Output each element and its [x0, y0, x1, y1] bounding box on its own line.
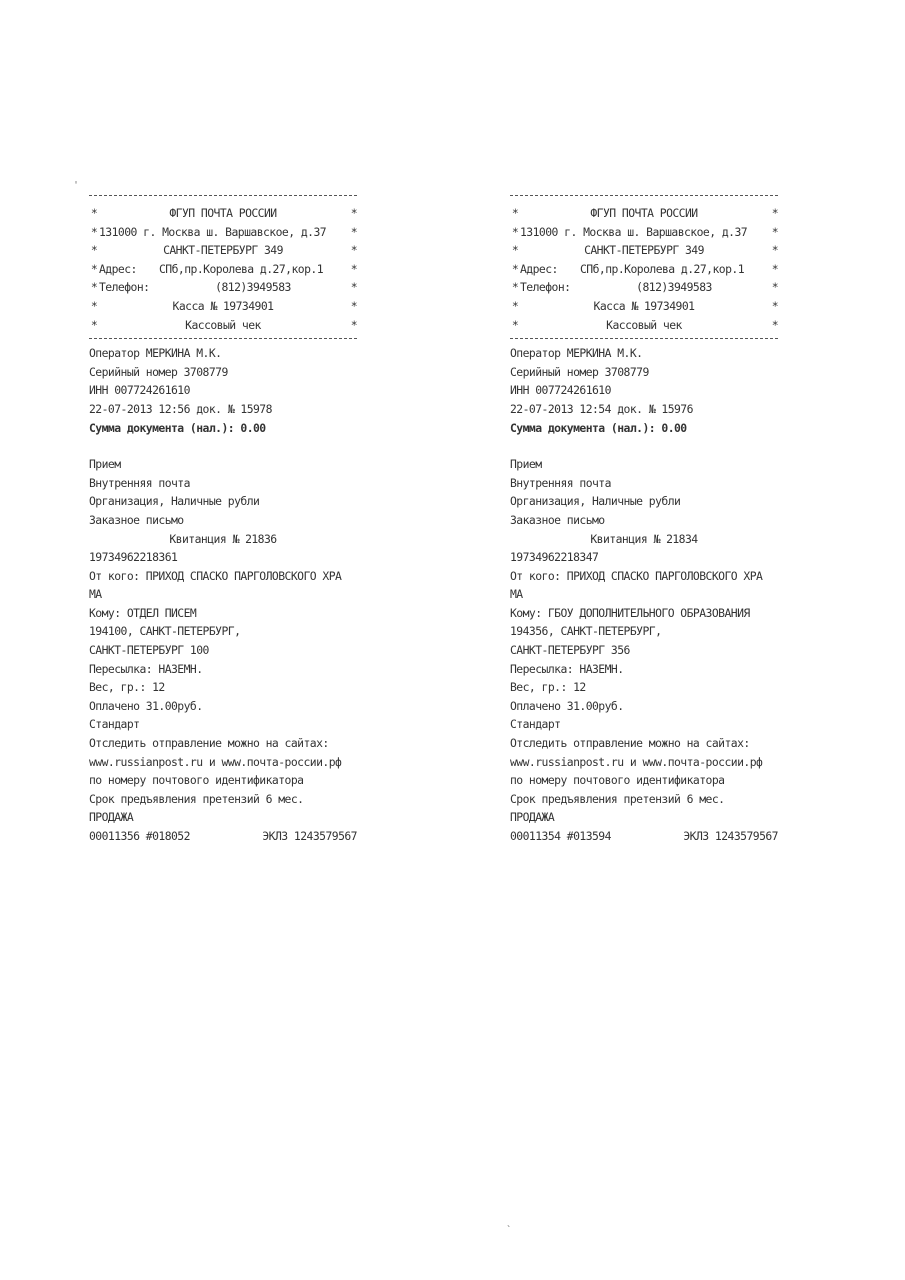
info-line: Срок предъявления претензий 6 мес.	[89, 791, 304, 806]
recipient-city: САНКТ-ПЕТЕРБУРГ 356	[510, 643, 630, 658]
info-line: по номеру почтового идентификатора	[89, 773, 304, 788]
header-org-row	[510, 204, 778, 223]
serial-line: Серийный номер 3708779	[510, 364, 649, 379]
star-mark: *	[771, 206, 778, 220]
sum-line: Сумма документа (нал.): 0.00	[510, 420, 687, 435]
org-address: 131000 г. Москва ш. Варшавское, д.37	[520, 224, 748, 239]
star-mark: *	[350, 298, 357, 313]
star-mark: *	[771, 224, 778, 239]
recipient-line: Кому: ОТДЕЛ ПИСЕМ	[89, 605, 197, 620]
info-line: Стандарт	[510, 717, 561, 732]
star-mark: *	[771, 280, 778, 295]
header-address-row	[89, 223, 357, 242]
sender-line-cont: МА	[510, 587, 523, 602]
body-line: Прием	[510, 457, 542, 472]
footer-eklz: ЭКЛЗ 1243579567	[262, 829, 357, 843]
star-mark: *	[350, 261, 357, 276]
header-doctype-row	[510, 316, 778, 335]
document-type: Кассовый чек	[185, 317, 261, 332]
info-line: ПРОДАЖА	[510, 810, 555, 825]
branch-city: САНКТ-ПЕТЕРБУРГ 349	[584, 243, 704, 258]
info-line: Оплачено 31.00руб.	[89, 698, 203, 713]
recipient-address: 194356, САНКТ-ПЕТЕРБУРГ,	[510, 624, 662, 639]
receipt-2	[510, 195, 778, 846]
info-line: Стандарт	[89, 717, 140, 732]
receipt-1	[89, 195, 357, 846]
info-line: по номеру почтового идентификатора	[510, 773, 725, 788]
sender-line-cont: МА	[89, 587, 102, 602]
receipt-top-border	[89, 195, 357, 196]
header-phone-row	[510, 278, 778, 297]
header-address-row	[510, 223, 778, 242]
datetime-line: 22-07-2013 12:56 док. № 15978	[89, 401, 272, 416]
star-mark: *	[511, 261, 519, 276]
inn-line: ИНН 007724261610	[89, 383, 190, 398]
body-line: Заказное письмо	[510, 512, 605, 527]
body-line: Организация, Наличные рубли	[89, 494, 260, 509]
address-label: Адрес:	[99, 261, 137, 276]
star-mark: *	[350, 280, 357, 295]
info-line: ПРОДАЖА	[89, 810, 134, 825]
body-line: Внутренняя почта	[510, 475, 611, 490]
footer-doc-number: 00011356 #018052	[89, 829, 190, 843]
header-doctype-row	[89, 316, 357, 335]
header-phone-row	[89, 278, 357, 297]
recipient-line: Кому: ГБОУ ДОПОЛНИТЕЛЬНОГО ОБРАЗОВАНИЯ	[510, 605, 750, 620]
header-kassa-row	[89, 297, 357, 316]
receipt-header-divider	[510, 338, 778, 339]
info-line: Пересылка: НАЗЕМН.	[89, 661, 203, 676]
address-value: СПб,пр.Королева д.27,кор.1	[580, 261, 745, 276]
body-line: Прием	[89, 457, 121, 472]
phone-label: Телефон:	[520, 280, 571, 295]
star-mark: *	[771, 243, 778, 258]
star-mark: *	[511, 280, 519, 295]
body-line: Организация, Наличные рубли	[510, 494, 681, 509]
receipt-footer	[510, 827, 778, 846]
info-line: Вес, гр.: 12	[510, 680, 586, 695]
star-mark: *	[350, 243, 357, 258]
receipt-top-border	[510, 195, 778, 196]
receipt-number: Квитанция № 21834	[590, 531, 698, 546]
phone-label: Телефон:	[99, 280, 150, 295]
receipt-number: Квитанция № 21836	[169, 531, 277, 546]
receipt-footer	[89, 827, 357, 846]
phone-value: (812)3949583	[636, 280, 712, 295]
star-mark: *	[771, 261, 778, 276]
spacer	[510, 437, 778, 455]
phone-value: (812)3949583	[215, 280, 291, 295]
info-line: Пересылка: НАЗЕМН.	[510, 661, 624, 676]
star-mark: *	[511, 298, 519, 313]
info-line: www.russianpost.ru и www.почта-россии.рф	[510, 754, 763, 769]
star-mark: *	[511, 224, 519, 239]
sender-line: От кого: ПРИХОД СПАСКО ПАРГОЛОВСКОГО ХРА	[89, 568, 342, 583]
info-line: Оплачено 31.00руб.	[510, 698, 624, 713]
tracking-number: 19734962218347	[510, 550, 599, 565]
info-line: Отследить отправление можно на сайтах:	[510, 736, 750, 751]
header-city-row	[89, 241, 357, 260]
info-line: www.russianpost.ru и www.почта-россии.рф	[89, 754, 342, 769]
inn-line: ИНН 007724261610	[510, 383, 611, 398]
body-line: Внутренняя почта	[89, 475, 190, 490]
star-mark: *	[771, 298, 778, 313]
recipient-city: САНКТ-ПЕТЕРБУРГ 100	[89, 643, 209, 658]
star-mark: *	[350, 317, 357, 332]
header-branch-address-row	[89, 260, 357, 279]
org-address: 131000 г. Москва ш. Варшавское, д.37	[99, 224, 327, 239]
star-mark: *	[90, 243, 98, 258]
scan-speck: `	[506, 1225, 513, 1236]
header-org-row	[89, 204, 357, 223]
operator-line: Оператор МЕРКИНА М.К.	[510, 346, 643, 361]
branch-city: САНКТ-ПЕТЕРБУРГ 349	[163, 243, 283, 258]
header-kassa-row	[510, 297, 778, 316]
star-mark: *	[511, 317, 519, 332]
datetime-line: 22-07-2013 12:54 док. № 15976	[510, 401, 693, 416]
star-mark: *	[771, 317, 778, 332]
footer-doc-number: 00011354 #013594	[510, 829, 611, 843]
star-mark: *	[350, 206, 357, 220]
org-name: ФГУП ПОЧТА РОССИИ	[590, 206, 698, 220]
star-mark: *	[90, 298, 98, 313]
star-mark: *	[90, 261, 98, 276]
star-mark: *	[350, 224, 357, 239]
header-branch-address-row	[510, 260, 778, 279]
receipt-header-divider	[89, 338, 357, 339]
document-type: Кассовый чек	[606, 317, 682, 332]
header-city-row	[510, 241, 778, 260]
sum-line: Сумма документа (нал.): 0.00	[89, 420, 266, 435]
serial-line: Серийный номер 3708779	[89, 364, 228, 379]
star-mark: *	[90, 317, 98, 332]
info-line: Вес, гр.: 12	[89, 680, 165, 695]
star-mark: *	[90, 206, 98, 220]
address-value: СПб,пр.Королева д.27,кор.1	[159, 261, 324, 276]
footer-eklz: ЭКЛЗ 1243579567	[683, 829, 778, 843]
kassa-number: Касса № 19734901	[593, 298, 695, 313]
operator-line: Оператор МЕРКИНА М.К.	[89, 346, 222, 361]
kassa-number: Касса № 19734901	[172, 298, 274, 313]
tracking-number: 19734962218361	[89, 550, 178, 565]
info-line: Срок предъявления претензий 6 мес.	[510, 791, 725, 806]
org-name: ФГУП ПОЧТА РОССИИ	[169, 206, 277, 220]
body-line: Заказное письмо	[89, 512, 184, 527]
star-mark: *	[90, 224, 98, 239]
scan-speck: '	[73, 180, 80, 191]
star-mark: *	[511, 243, 519, 258]
address-label: Адрес:	[520, 261, 558, 276]
star-mark: *	[90, 280, 98, 295]
recipient-address: 194100, САНКТ-ПЕТЕРБУРГ,	[89, 624, 241, 639]
info-line: Отследить отправление можно на сайтах:	[89, 736, 329, 751]
star-mark: *	[511, 206, 519, 220]
sender-line: От кого: ПРИХОД СПАСКО ПАРГОЛОВСКОГО ХРА	[510, 568, 763, 583]
spacer	[89, 437, 357, 455]
